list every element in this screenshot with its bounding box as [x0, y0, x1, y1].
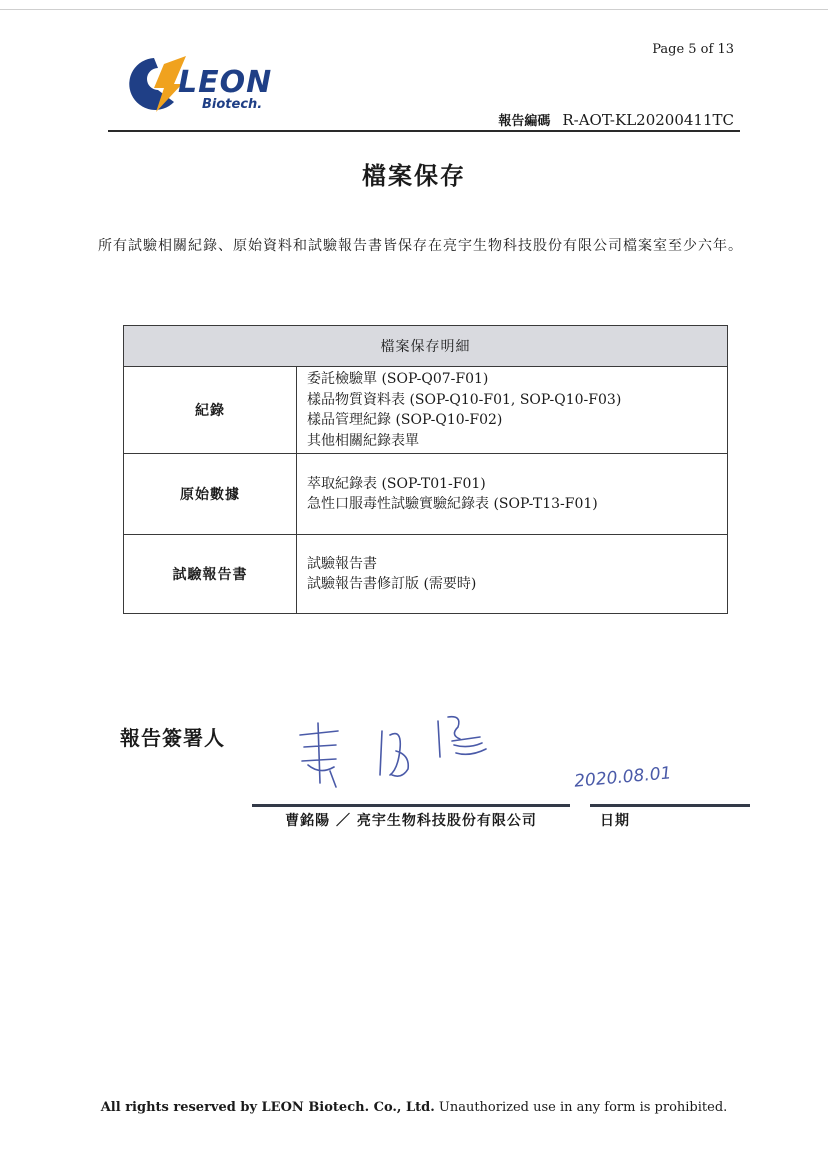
- item: 樣品物質資料表 (SOP-Q10-F01, SOP-Q10-F03): [307, 391, 622, 408]
- signer-line: [252, 804, 570, 807]
- item: 試驗報告書修訂版 (需要時): [307, 576, 477, 592]
- retention-table: [123, 325, 728, 614]
- page-number: Page 5 of 13: [652, 42, 734, 57]
- footer-copyright: [0, 1100, 828, 1115]
- logo-wordmark: LEON: [178, 65, 273, 100]
- retention-paragraph: 所有試驗相關紀錄、原始資料和試驗報告書皆保存在亮宇生物科技股份有限公司檔案室至少六年。: [98, 238, 743, 254]
- handwritten-date-text: 2020.08.01: [573, 763, 673, 792]
- row-items: [297, 367, 728, 454]
- row-items: [297, 454, 728, 535]
- page-title: 檔案保存: [362, 161, 466, 190]
- handwritten-signature: [290, 705, 510, 800]
- report-number-label: 報告編碼: [498, 114, 551, 129]
- date-line: [590, 804, 750, 807]
- report-number: R-AOT-KL20200411TC: [562, 111, 734, 129]
- row-category: 試驗報告書: [124, 535, 297, 614]
- leon-logo: [128, 54, 288, 116]
- date-label: 日期: [600, 813, 630, 829]
- signatory-label: 報告簽署人: [120, 726, 225, 750]
- table-row: [124, 535, 728, 614]
- table-header: 檔案保存明細: [124, 326, 728, 367]
- item: 其他相關紀錄表單: [307, 432, 419, 449]
- table-row: [124, 454, 728, 535]
- handwritten-date: [570, 755, 710, 795]
- report-number-line: [430, 110, 734, 129]
- logo-subname: Biotech.: [202, 97, 263, 112]
- item: 試驗報告書: [307, 555, 377, 572]
- row-category: 紀錄: [124, 367, 297, 454]
- item: 委託檢驗單 (SOP-Q07-F01): [307, 371, 489, 387]
- row-items: [297, 535, 728, 614]
- footer-normal: Unauthorized use in any form is prohibited.: [434, 1100, 728, 1115]
- header-rule: [108, 130, 740, 132]
- top-rule: [0, 9, 828, 10]
- footer-bold: All rights reserved by LEON Biotech. Co., Ltd.: [100, 1100, 435, 1115]
- item: 急性口服毒性試驗實驗紀錄表 (SOP-T13-F01): [307, 496, 598, 512]
- table-row: [124, 367, 728, 454]
- row-category: 原始數據: [124, 454, 297, 535]
- item: 萃取紀錄表 (SOP-T01-F01): [307, 475, 486, 492]
- item: 樣品管理紀錄 (SOP-Q10-F02): [307, 412, 503, 428]
- signer-name: 曹銘陽 ／ 亮宇生物科技股份有限公司: [285, 813, 537, 829]
